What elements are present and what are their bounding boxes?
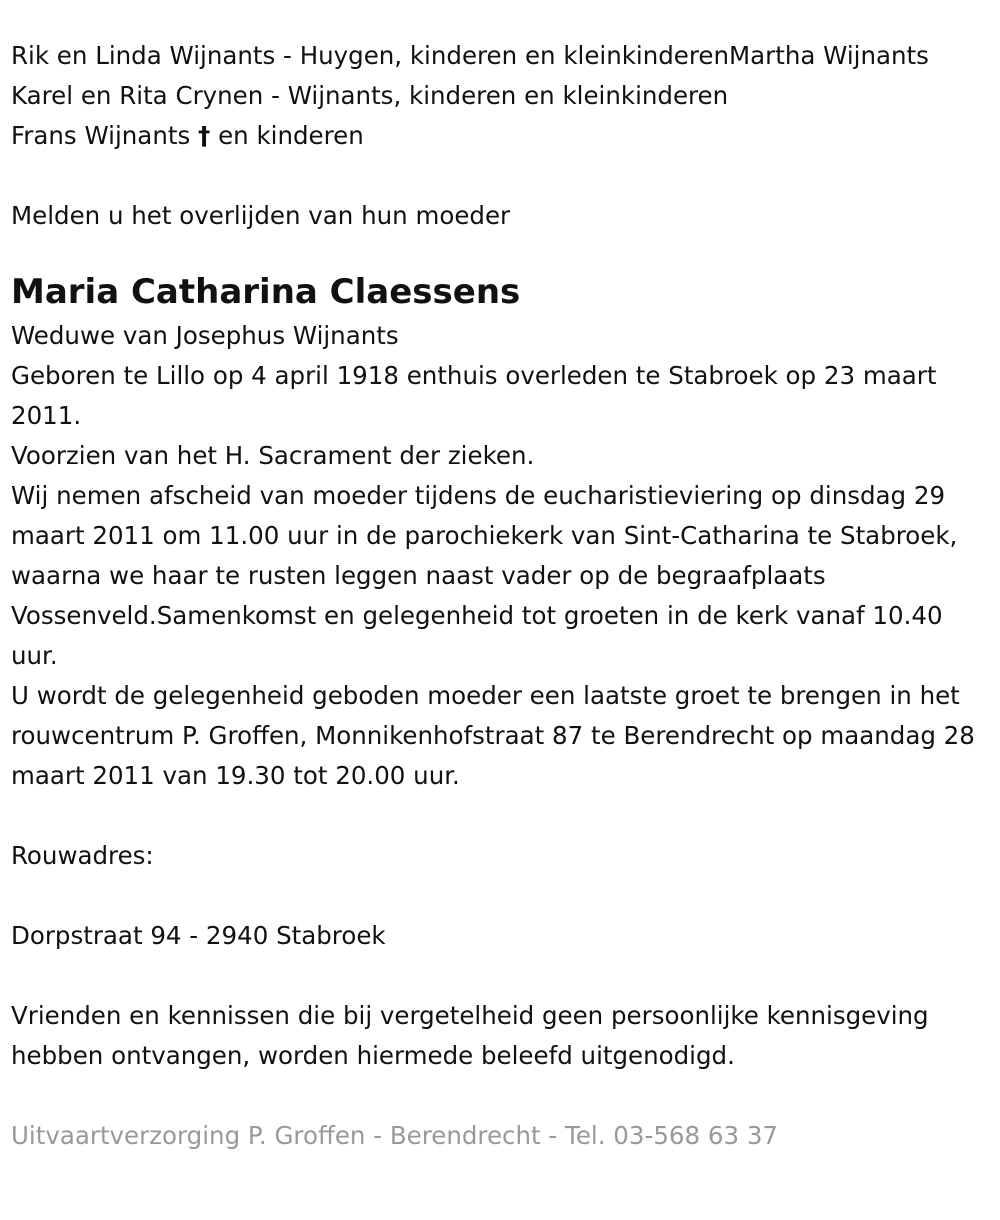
address-value: Dorpstraat 94 - 2940 Stabroek <box>11 921 386 950</box>
invitation: Vrienden en kennissen die bij vergetelheid geen persoonlijke kennisgeving hebben ontvangen, worden hiermede beleefd uitgenodigd. <box>11 1001 929 1070</box>
spacer <box>11 156 989 196</box>
sacrament: Voorzien van het H. Sacrament der zieken. <box>11 441 535 470</box>
family-line-3-name: Frans Wijnants <box>11 121 191 150</box>
family-line-3 <box>11 116 989 156</box>
visitation: U wordt de gelegenheid geboden moeder een laatste groet te brengen in het rouwcentrum P. Groffen, Monnikenhofstraat 87 te Berendrecht op maandag 28 maart 2011 van 19.30 tot 20.00 uur. <box>11 681 975 790</box>
birth-death: Geboren te Lillo op 4 april 1918 enthuis overleden te Stabroek op 23 maart 2011. <box>11 361 937 430</box>
announcement: Melden u het overlijden van hun moeder <box>11 201 511 230</box>
funeral-home-footer: Uitvaartverzorging P. Groffen - Berendrecht - Tel. 03-568 63 37 <box>11 1121 779 1150</box>
family-line-1: Rik en Linda Wijnants - Huygen, kinderen en kleinkinderenMartha Wijnants <box>11 41 929 70</box>
cross-icon: † <box>198 121 211 150</box>
ceremony: Wij nemen afscheid van moeder tijdens de eucharistieviering op dinsdag 29 maart 2011 om 11.00 uur in de parochiekerk van Sint-Catharina te Stabroek, waarna we haar te rusten leggen naast vader op de begraafplaats Vossenveld.Samenkomst en gelegenheid tot groeten in de kerk vanaf 10.40 uur. <box>11 481 958 670</box>
family-line-3-suffix: en kinderen <box>218 121 364 150</box>
spacer <box>11 1076 989 1116</box>
spacer <box>11 796 989 836</box>
widow-of: Weduwe van Josephus Wijnants <box>11 321 399 350</box>
deceased-name: Maria Catharina Claessens <box>11 272 521 312</box>
address-label: Rouwadres: <box>11 841 154 870</box>
family-line-2: Karel en Rita Crynen - Wijnants, kinderen en kleinkinderen <box>11 81 729 110</box>
spacer <box>11 876 989 916</box>
spacer <box>11 956 989 996</box>
